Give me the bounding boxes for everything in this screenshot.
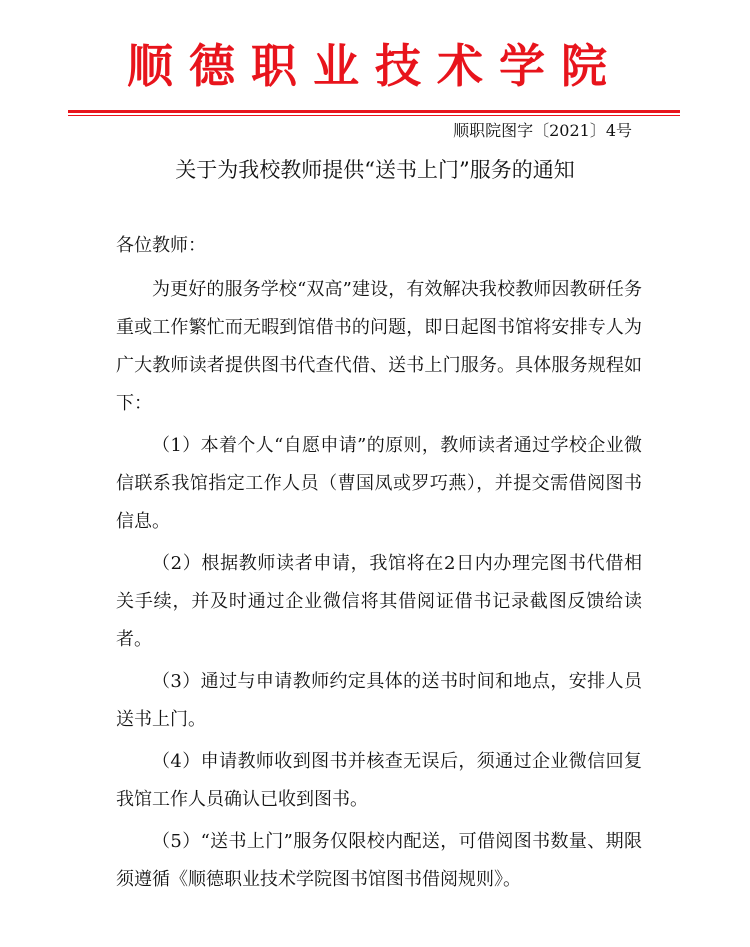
notice-title: 关于为我校教师提供“送书上门”服务的通知 [175, 158, 575, 182]
intro-paragraph: 为更好的服务学校“双高”建设，有效解决我校教师因教研任务重或工作繁忙而无暇到馆借书的问题，即日起图书馆将安排专人为广大教师读者提供图书代查代借、送书上门服务。具体服务规程如下： [116, 279, 642, 414]
rule-paragraph-5: （5）“送书上门”服务仅限校内配送，可借阅图书数量、期限须遵循《顺德职业技术学院图书馆图书借阅规则》。 [116, 831, 642, 890]
notice-body [116, 271, 642, 903]
document-number: 顺职院图字〔2021〕4号 [453, 121, 632, 140]
institution-header: 顺德职业技术学院 [127, 39, 623, 93]
rule-paragraph-1: （1）本着个人“自愿申请”的原则，教师读者通过学校企业微信联系我馆指定工作人员（曹国凤或罗巧燕），并提交需借阅图书信息。 [116, 435, 642, 532]
rule-paragraph-2: （2）根据教师读者申请，我馆将在2日内办理完图书代借相关手续，并及时通过企业微信将其借阅证借书记录截图反馈给读者。 [116, 553, 642, 650]
header-rule-thick [68, 110, 680, 113]
salutation: 各位教师： [116, 235, 206, 256]
rule-paragraph-4: （4）申请教师收到图书并核查无误后，须通过企业微信回复我馆工作人员确认已收到图书。 [116, 751, 642, 810]
header-rule-thin [68, 115, 680, 116]
rule-paragraph-3: （3）通过与申请教师约定具体的送书时间和地点，安排人员送书上门。 [116, 671, 642, 730]
